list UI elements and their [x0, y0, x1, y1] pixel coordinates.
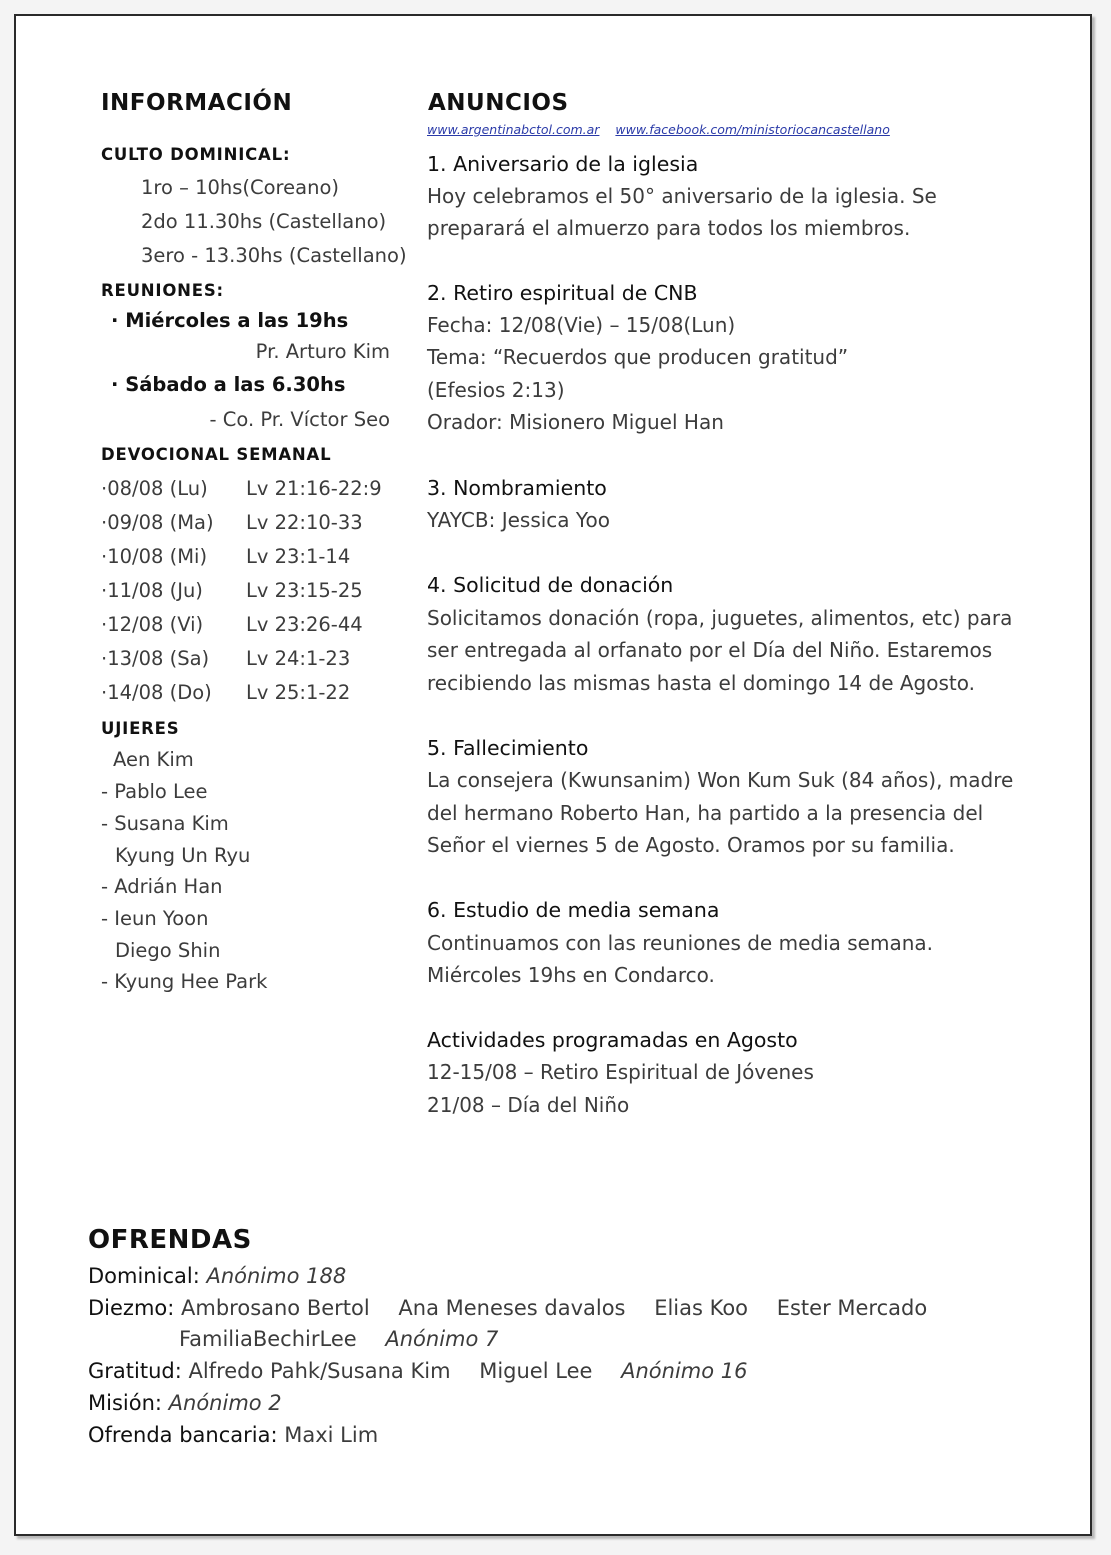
- announcement-line: ser entregada al orfanato por el Día del Niño. Estaremos: [427, 638, 993, 662]
- devo-date: ·13/08 (Sa): [101, 647, 210, 670]
- usher-name: - Kyung Hee Park: [101, 970, 268, 993]
- announcement-line: preparará el almuerzo para todos los miembros.: [427, 216, 911, 240]
- ofrenda-anon: Anónimo 7: [385, 1327, 499, 1351]
- donor-name: Ana Meneses davalos: [398, 1296, 626, 1320]
- reunion-2-leader: - Co. Pr. Víctor Seo: [209, 408, 390, 431]
- devo-ref: Lv 23:15-25: [246, 579, 363, 602]
- reunion-2-label: · Sábado a las 6.30hs: [111, 373, 346, 396]
- culto-line-2: 2do 11.30hs (Castellano): [141, 210, 387, 233]
- announcement-line: 12-15/08 – Retiro Espiritual de Jóvenes: [427, 1060, 814, 1084]
- ofrenda-label: Diezmo:: [88, 1296, 175, 1320]
- donor-name: FamiliaBechirLee: [179, 1327, 357, 1351]
- reuniones-title: REUNIONES:: [101, 281, 224, 300]
- ofrenda-dominical: [88, 1264, 346, 1288]
- announcement-line: Miércoles 19hs en Condarco.: [427, 963, 715, 987]
- announcement-title: 6. Estudio de media semana: [427, 898, 720, 922]
- announcement-line: La consejera (Kwunsanim) Won Kum Suk (84 años), madre: [427, 768, 1014, 792]
- ofrenda-anon: Anónimo 16: [621, 1359, 748, 1383]
- donor-name: Alfredo Pahk/Susana Kim: [188, 1359, 451, 1383]
- devo-date: ·11/08 (Ju): [101, 579, 203, 602]
- usher-name: - Ieun Yoon: [101, 907, 209, 930]
- ofrenda-diezmo: [88, 1296, 927, 1320]
- donor-name: Maxi Lim: [284, 1423, 379, 1447]
- donor-name: Ambrosano Bertol: [181, 1296, 370, 1320]
- announcement-line: Hoy celebramos el 50° aniversario de la iglesia. Se: [427, 184, 937, 208]
- ofrenda-anon: Anónimo 2: [168, 1391, 282, 1415]
- usher-name: Aen Kim: [113, 748, 194, 771]
- announcement-line: (Efesios 2:13): [427, 378, 565, 402]
- usher-name: - Adrián Han: [101, 875, 223, 898]
- usher-name: Kyung Un Ryu: [115, 844, 251, 867]
- announcement-title: 3. Nombramiento: [427, 476, 607, 500]
- donor-name: Elias Koo: [654, 1296, 749, 1320]
- announcement-line: del hermano Roberto Han, ha partido a la presencia del: [427, 801, 984, 825]
- devocional-title: DEVOCIONAL SEMANAL: [101, 445, 332, 464]
- ofrenda-mision: [88, 1391, 282, 1415]
- announcement-line: Fecha: 12/08(Vie) – 15/08(Lun): [427, 313, 736, 337]
- ofrenda-label: Ofrenda bancaria:: [88, 1423, 278, 1447]
- info-heading: INFORMACIÓN: [101, 90, 293, 116]
- announcement-line: Señor el viernes 5 de Agosto. Oramos por su familia.: [427, 833, 955, 857]
- culto-title: CULTO DOMINICAL:: [101, 145, 291, 164]
- devo-date: ·14/08 (Do): [101, 681, 212, 704]
- ofrendas-heading: OFRENDAS: [88, 1225, 252, 1255]
- anuncios-heading: ANUNCIOS: [428, 90, 569, 116]
- reunion-1-leader: Pr. Arturo Kim: [255, 340, 390, 363]
- devo-date: ·09/08 (Ma): [101, 511, 214, 534]
- announcement-title: 4. Solicitud de donación: [427, 573, 674, 597]
- announcement-line: recibiendo las mismas hasta el domingo 14 de Agosto.: [427, 671, 975, 695]
- ofrenda-gratitud: [88, 1359, 747, 1383]
- facebook-link[interactable]: www.facebook.com/ministoriocancastellano: [615, 122, 890, 137]
- culto-line-1: 1ro – 10hs(Coreano): [141, 176, 339, 199]
- announcement-title: 1. Aniversario de la iglesia: [427, 152, 699, 176]
- website-link[interactable]: www.argentinabctol.com.ar: [427, 122, 600, 137]
- announcement-line: Continuamos con las reuniones de media semana.: [427, 931, 933, 955]
- announcement-title: 2. Retiro espiritual de CNB: [427, 281, 698, 305]
- ofrenda-label: Dominical:: [88, 1264, 200, 1288]
- donor-name: Ester Mercado: [776, 1296, 928, 1320]
- devo-date: ·08/08 (Lu): [101, 477, 208, 500]
- announcement-title: 5. Fallecimiento: [427, 736, 589, 760]
- ofrenda-diezmo-cont: [179, 1327, 498, 1351]
- devo-ref: Lv 23:26-44: [246, 613, 363, 636]
- announcement-line: 21/08 – Día del Niño: [427, 1093, 630, 1117]
- devo-ref: Lv 23:1-14: [246, 545, 351, 568]
- announcement-title: Actividades programadas en Agosto: [427, 1028, 798, 1052]
- devo-date: ·12/08 (Vi): [101, 613, 204, 636]
- devo-ref: Lv 25:1-22: [246, 681, 351, 704]
- culto-line-3: 3ero - 13.30hs (Castellano): [141, 244, 407, 267]
- devo-ref: Lv 21:16-22:9: [246, 477, 382, 500]
- announcement-line: Solicitamos donación (ropa, juguetes, alimentos, etc) para: [427, 606, 1013, 630]
- announcement-line: YAYCB: Jessica Yoo: [427, 508, 610, 532]
- usher-name: - Susana Kim: [101, 812, 229, 835]
- announcement-line: Tema: “Recuerdos que producen gratitud”: [427, 345, 849, 369]
- ofrenda-anon: Anónimo 188: [206, 1264, 347, 1288]
- usher-name: - Pablo Lee: [101, 780, 208, 803]
- ofrenda-label: Misión:: [88, 1391, 162, 1415]
- ofrenda-bancaria: [88, 1423, 378, 1447]
- devo-ref: Lv 22:10-33: [246, 511, 363, 534]
- usher-name: Diego Shin: [115, 939, 221, 962]
- anuncios-links: [427, 122, 902, 137]
- reunion-1-label: · Miércoles a las 19hs: [111, 309, 349, 332]
- donor-name: Miguel Lee: [479, 1359, 593, 1383]
- devo-ref: Lv 24:1-23: [246, 647, 351, 670]
- devo-date: ·10/08 (Mi): [101, 545, 208, 568]
- announcement-line: Orador: Misionero Miguel Han: [427, 410, 724, 434]
- ujieres-title: UJIERES: [101, 719, 180, 738]
- ofrenda-label: Gratitud:: [88, 1359, 182, 1383]
